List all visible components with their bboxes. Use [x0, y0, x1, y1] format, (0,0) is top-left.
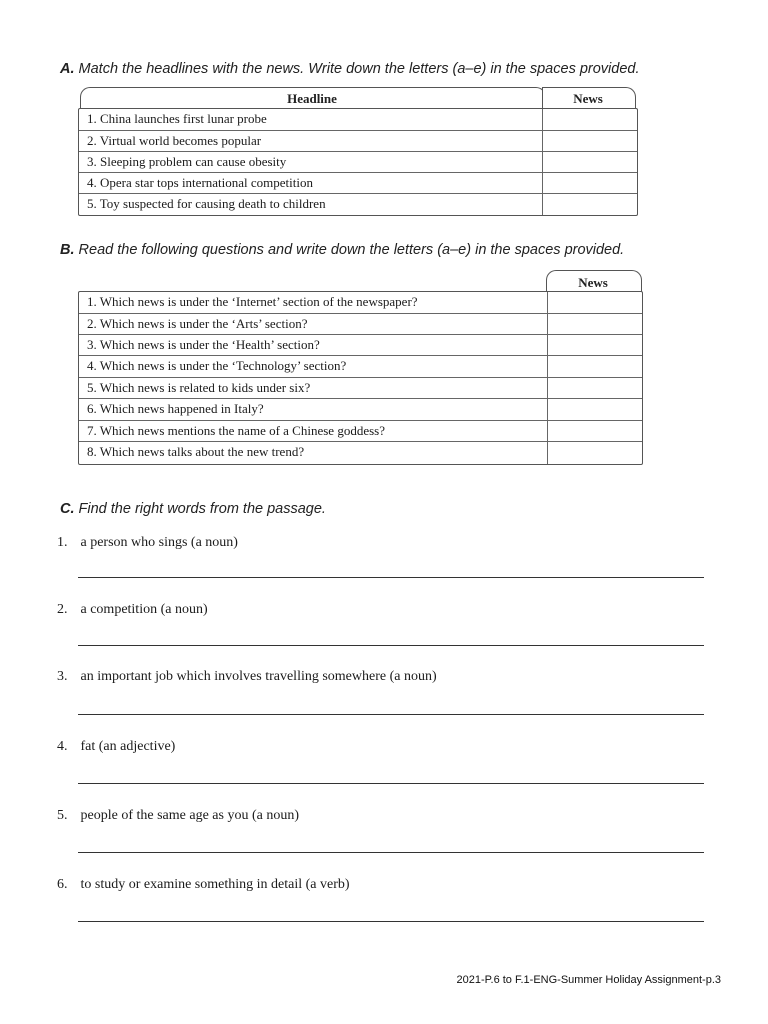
table-row	[79, 313, 642, 335]
answer-line[interactable]	[78, 714, 704, 715]
table-row	[79, 377, 642, 399]
item-text: to study or examine something in detail (a verb)	[80, 877, 350, 892]
table-row	[79, 109, 637, 130]
table-b-news-header: News	[578, 275, 608, 290]
answer-line[interactable]	[78, 852, 704, 853]
headline-text: 2. Virtual world becomes popular	[87, 133, 262, 148]
answer-line[interactable]	[78, 645, 704, 646]
item-text: a person who sings (a noun)	[80, 535, 238, 550]
table-a-news-header: News	[573, 91, 603, 106]
page-footer: 2021-P.6 to F.1-ENG-Summer Holiday Assignment-p.3	[456, 974, 721, 986]
table-b	[78, 291, 643, 465]
section-b-text: Read the following questions and write down the letters (a–e) in the spaces provided.	[78, 242, 625, 258]
list-item	[57, 669, 437, 685]
headline-text: 1. China launches first lunar probe	[87, 111, 267, 126]
question-text: 8. Which news talks about the new trend?	[87, 444, 305, 459]
table-a	[78, 108, 638, 216]
table-row	[79, 398, 642, 421]
item-text: people of the same age as you (a noun)	[80, 808, 299, 823]
headline-text: 4. Opera star tops international competition	[87, 175, 313, 190]
item-text: fat (an adjective)	[80, 739, 176, 754]
section-b-instruction	[60, 242, 624, 258]
answer-line[interactable]	[78, 577, 704, 578]
section-c-instruction	[60, 501, 326, 517]
table-row	[79, 193, 637, 215]
question-text: 5. Which news is related to kids under six?	[87, 380, 311, 395]
table-row	[79, 292, 642, 313]
list-item	[57, 877, 350, 893]
section-c-text: Find the right words from the passage.	[78, 501, 326, 517]
item-number: 5.	[57, 808, 68, 823]
question-text: 7. Which news mentions the name of a Chinese goddess?	[87, 423, 385, 438]
item-number: 6.	[57, 877, 68, 892]
list-item	[57, 739, 175, 755]
item-text: a competition (a noun)	[80, 602, 208, 617]
question-text: 1. Which news is under the ‘Internet’ section of the newspaper?	[87, 294, 418, 309]
item-number: 4.	[57, 739, 68, 754]
table-row	[79, 420, 642, 442]
answer-line[interactable]	[78, 783, 704, 784]
question-text: 6. Which news happened in Italy?	[87, 401, 264, 416]
section-a-instruction	[60, 61, 640, 77]
table-row	[79, 130, 637, 152]
table-row	[79, 172, 637, 194]
headline-text: 5. Toy suspected for causing death to children	[87, 196, 326, 211]
table-row	[79, 355, 642, 378]
item-number: 3.	[57, 669, 68, 684]
list-item	[57, 808, 299, 824]
question-text: 4. Which news is under the ‘Technology’ section?	[87, 358, 347, 373]
answer-line[interactable]	[78, 921, 704, 922]
section-b-letter: B.	[60, 242, 75, 258]
question-text: 2. Which news is under the ‘Arts’ section?	[87, 316, 308, 331]
item-number: 1.	[57, 535, 68, 550]
table-row	[79, 334, 642, 356]
item-number: 2.	[57, 602, 68, 617]
list-item	[57, 602, 208, 618]
table-a-headline-header: Headline	[287, 91, 337, 106]
list-item	[57, 535, 238, 551]
table-row	[79, 441, 642, 464]
question-text: 3. Which news is under the ‘Health’ section?	[87, 337, 320, 352]
section-c-letter: C.	[60, 501, 75, 517]
table-row	[79, 151, 637, 173]
section-a-letter: A.	[60, 61, 75, 77]
headline-text: 3. Sleeping problem can cause obesity	[87, 154, 287, 169]
item-text: an important job which involves travelling somewhere (a noun)	[80, 669, 437, 684]
section-a-text: Match the headlines with the news. Write down the letters (a–e) in the spaces provided.	[78, 61, 640, 77]
